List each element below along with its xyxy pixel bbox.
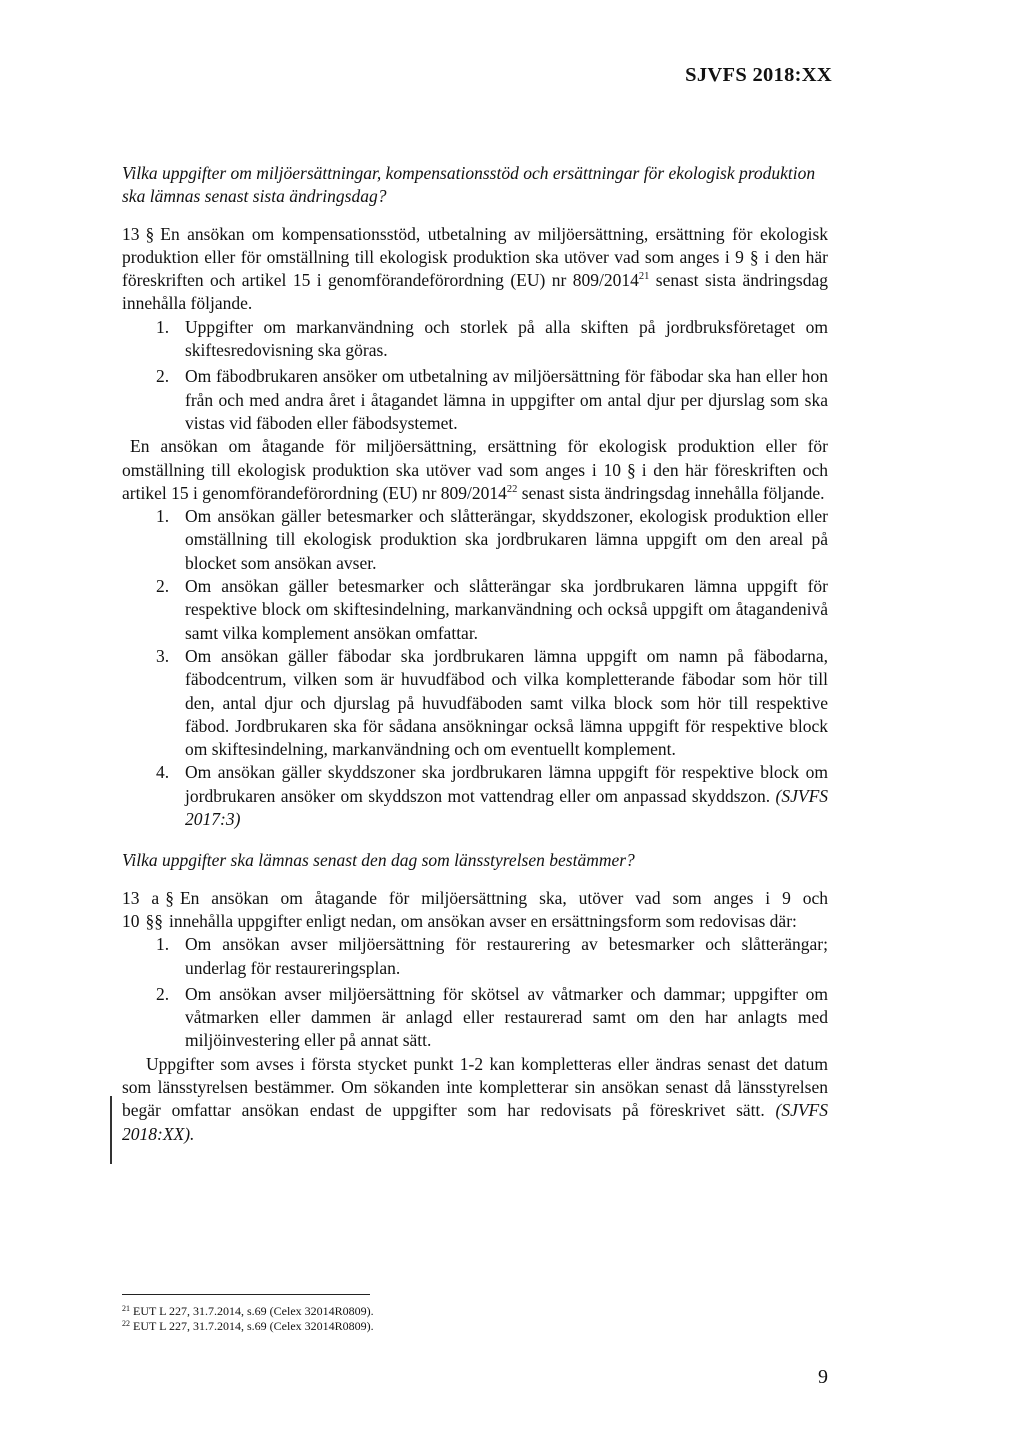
change-bar [110, 1096, 112, 1164]
paragraph-symbol: § [749, 246, 759, 267]
section-13-list-1 [122, 316, 828, 435]
source-reference: (SJVFS 2017:3) [185, 785, 829, 830]
document-code: SJVFS 2018:XX [685, 64, 832, 86]
section-13-list-2 [122, 505, 828, 831]
paragraph-symbol: § [145, 223, 155, 244]
paragraph-symbol: §§ [145, 910, 163, 931]
list-item: 4. Om ansökan gäller skyddszoner ska jordbrukaren lämna uppgift för respektive block om jordbrukaren ansöker om skyddszon mot vattendrag eller om anpassad skyddszon. (SJVFS 2017:3) [156, 762, 829, 830]
section-13-paragraph-2: En ansökan om åtagande för miljöersättning, ersättning för ekologisk produktion eller för omställning till ekologisk produktion ska utöver vad som anges i 10 § i den här föreskriften och artikel 15 i genomförandeförordning (EU) nr 809/2014$^{22}$ senast sista ändringsdag innehålla följande. [122, 436, 829, 503]
list-item: 2. Om fäbodbrukaren ansöker om utbetalning av miljöersättning för fäbodar ska han eller hon från och med andra året i åtagandet lämna in uppgifter om antal djur per djurslag som ska vistas vid fäboden eller fäbodsystemet. [156, 366, 828, 433]
source-reference: (SJVFS 2018:XX). [122, 1100, 828, 1144]
section-13a-list [122, 933, 828, 1052]
list-item: 1. Uppgifter om markanvändning och storlek på alla skiften på jordbruksföretaget om skiftesredovisning ska göras. [156, 316, 828, 361]
section-13a-heading: Vilka uppgifter ska lämnas senast den dag som länsstyrelsen bestämmer? [122, 850, 635, 871]
list-item: 2. Om ansökan gäller betesmarker och slåtterängar ska jordbrukaren lämna uppgift för respektive block om skiftesindelning, markanvändning och också uppgift om åtagandenivå samt vilka komplement ansökan omfattar. [156, 576, 828, 643]
paragraph-symbol: § [165, 887, 174, 908]
section-number: 13 a [122, 887, 160, 908]
section-13a-closing: Uppgifter som avses i första stycket punkt 1-2 kan kompletteras eller ändras senast det datum som länsstyrelsen bestämmer. Om sökanden inte kompletterar sin ansökan senast då länsstyrelsen begär omfattar ansökan endast de uppgifter som har redovisats på föreskrivet sätt. (SJVFS 2018:XX). [122, 1053, 828, 1144]
section-number: 13 [122, 223, 140, 244]
list-item: 1. Om ansökan gäller betesmarker och slåtterängar, skyddszoner, ekologisk produktion eller omställning till ekologisk produktion ska jordbrukaren lämna uppgift om den areal på blocket som ansökan avser. [156, 506, 828, 573]
list-item: 1. Om ansökan avser miljöersättning för restaurering av betesmarker och slåtterängar; underlag för restaureringsplan. [156, 934, 828, 978]
footnote-22: $^{22}$ EUT L 227, 31.7.2014, s.69 (Celex 32014R0809). [122, 1319, 374, 1333]
section-13-intro: 13 § En ansökan om kompensationsstöd, utbetalning av miljöersättning, ersättning för ekologisk produktion eller för omställning till ekologisk produktion ska utöver vad som anges i 9 § i den här föreskriften och artikel 15 i genomförandeförordning (EU) nr 809/2014$^{21}$ senast sista ändringsdag innehålla följande. [122, 223, 829, 314]
section-13-heading: Vilka uppgifter om miljöersättningar, kompensationsstöd och ersättningar för ekologisk produktion ska lämnas senast sista ändringsdag? [122, 163, 816, 207]
page-number: 9 [818, 1366, 828, 1388]
section-13a-intro: 13 a § En ansökan om åtagande för miljöersättning ska, utöver vad som anges i 9 och 10 §§ innehålla uppgifter enligt nedan, om ansökan avser en ersättningsform som redovisas där: [122, 887, 828, 931]
footnote-ref-21: 21 [638, 271, 650, 283]
paragraph-symbol: § [626, 459, 636, 480]
footnote-21: $^{21}$ EUT L 227, 31.7.2014, s.69 (Celex 32014R0809). [122, 1304, 374, 1318]
footnote-separator [122, 1294, 370, 1295]
list-item: 2. Om ansökan avser miljöersättning för skötsel av våtmarker och dammar; uppgifter om våtmarken eller dammen är anlagd eller restaurerad samt om den har anlagts med miljöinvestering eller på annat sätt. [156, 983, 828, 1051]
footnote-ref-22: 22 [506, 483, 518, 495]
document-body [122, 162, 828, 1146]
footnotes [122, 1304, 374, 1334]
list-item: 3. Om ansökan gäller fäbodar ska jordbrukaren lämna uppgift om namn på fäbodarna, fäbodcentrum, vilken som är huvudfäbod och vilka kompletterande fäbodar som hör till den, antal djur och djurslag på huvudfäboden samt vilka block som hör till respektive fäbod. Jordbrukaren ska för sådana ansökningar också lämna uppgift för respektive block om skiftesindelning, markanvändning och om eventuellt komplement. [156, 645, 828, 760]
